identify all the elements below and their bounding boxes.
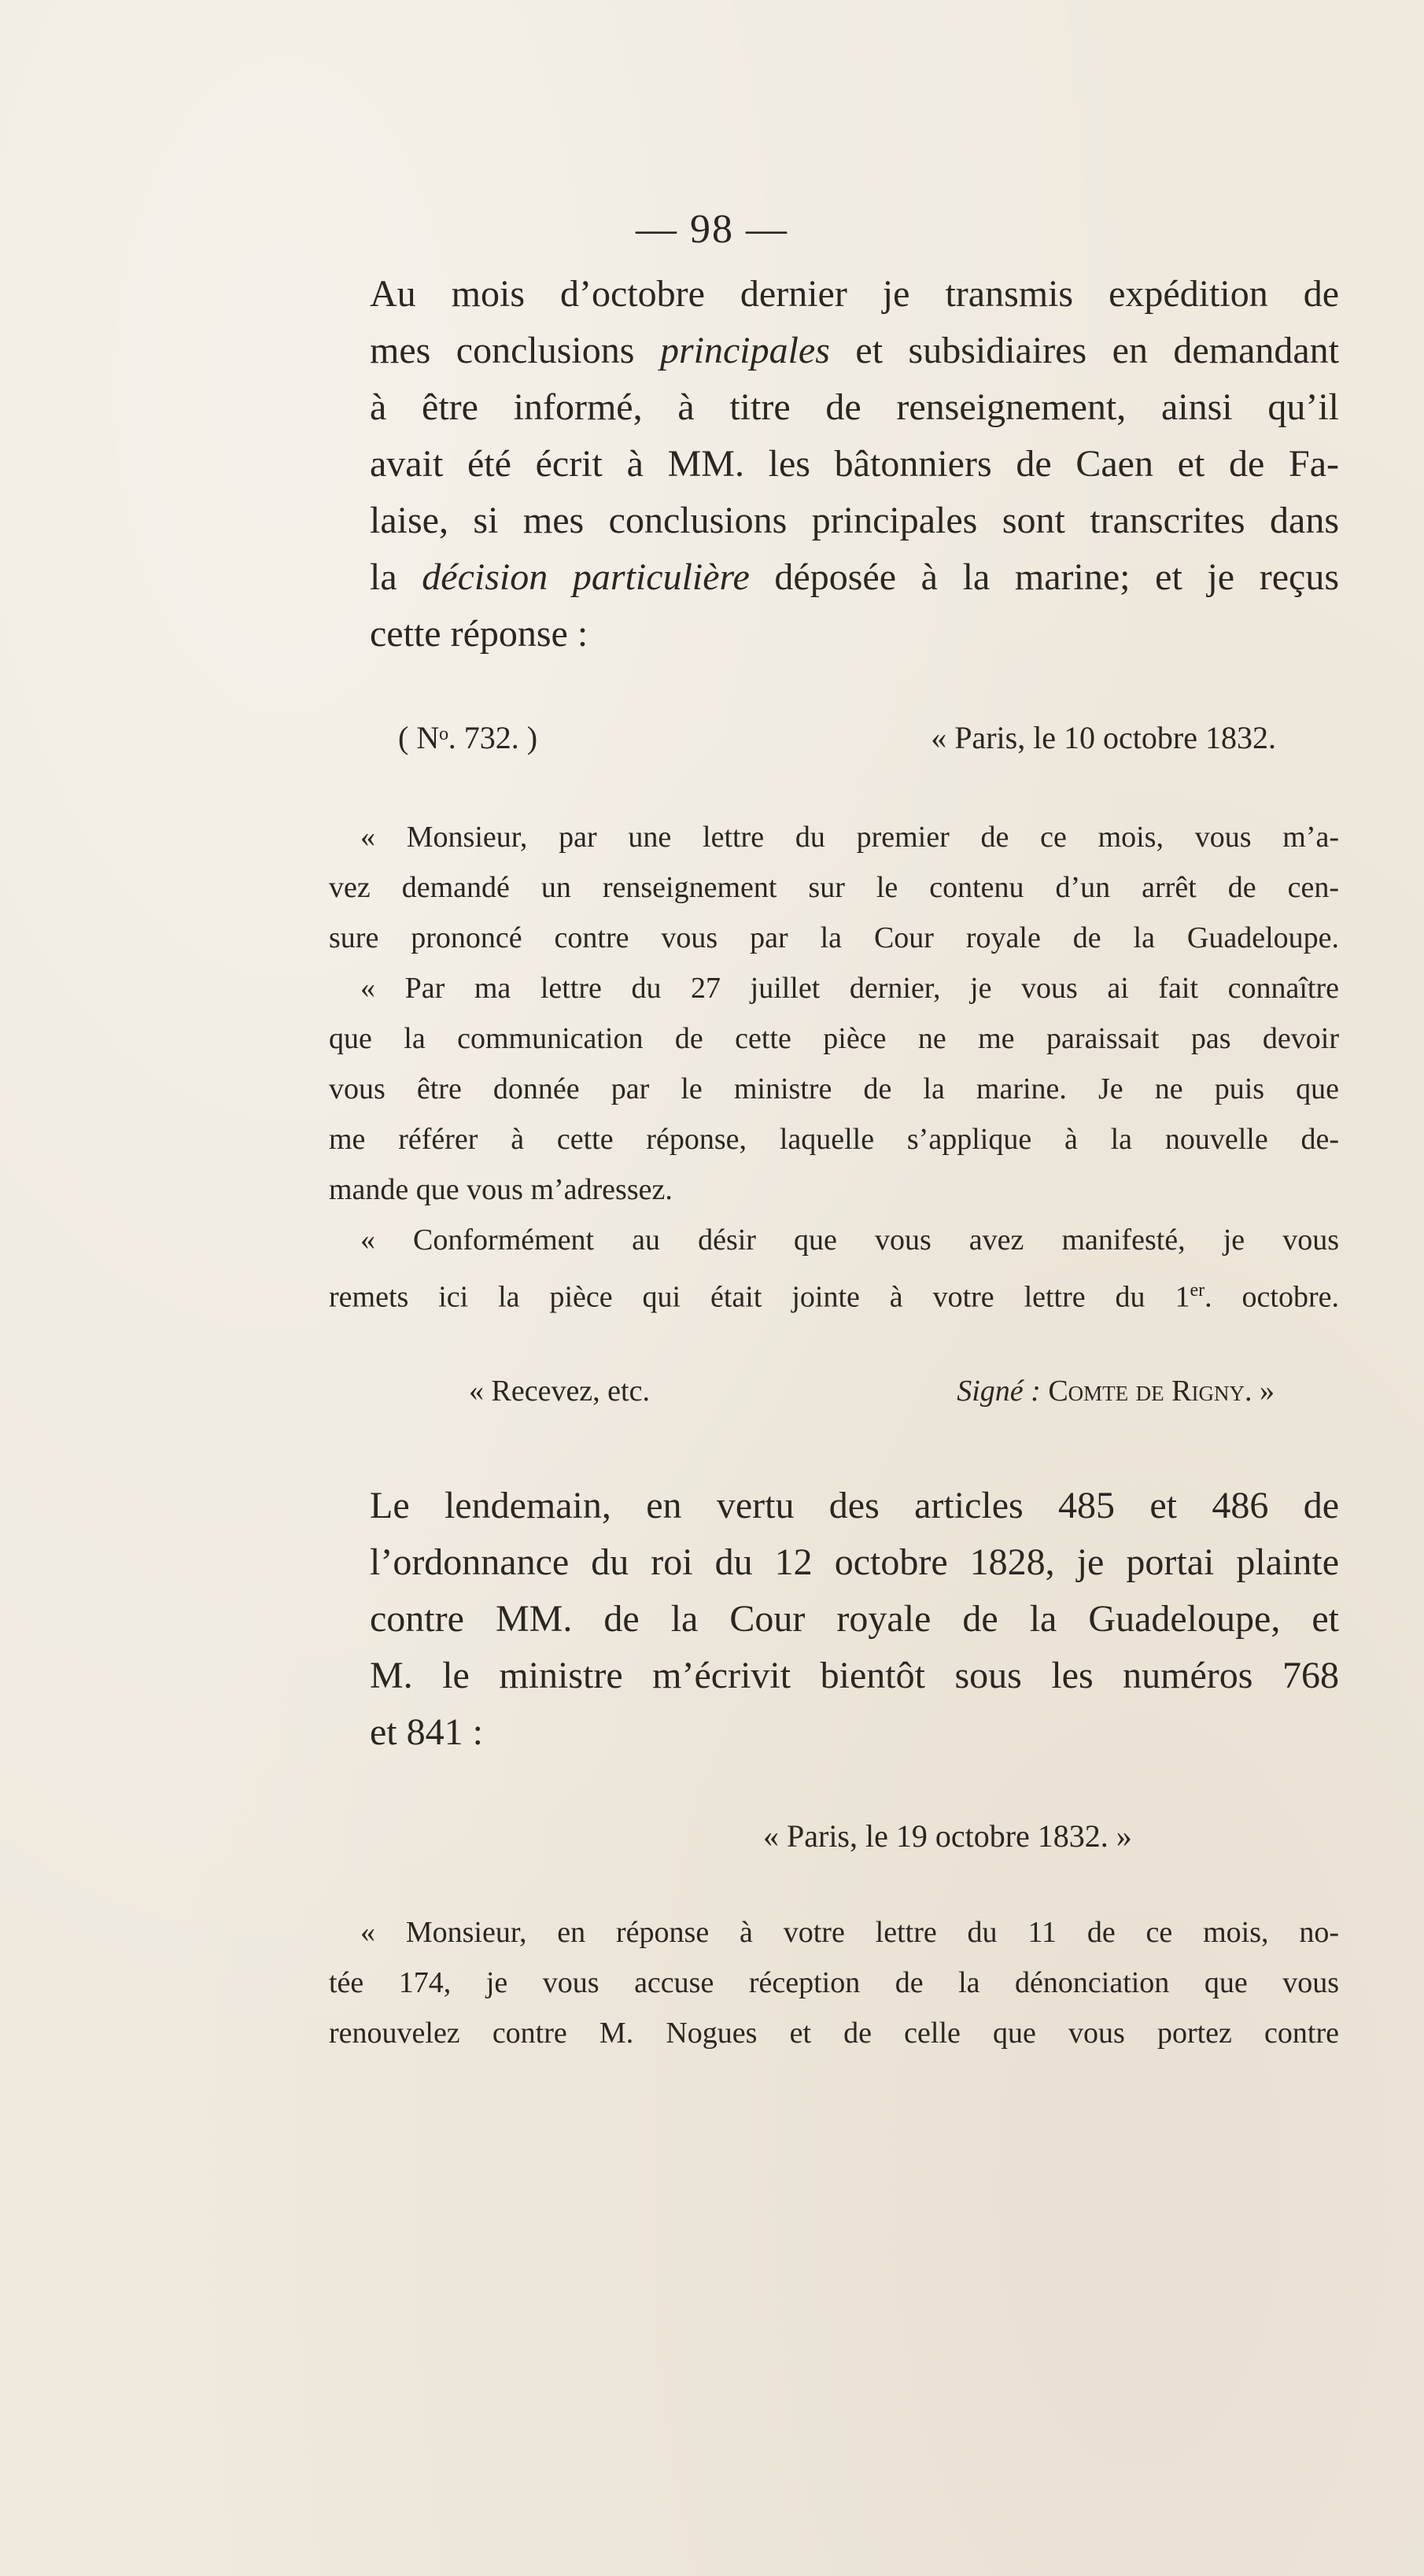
text-line: « Monsieur, en réponse à votre lettre du 11 de ce mois, no-	[360, 1916, 1339, 1949]
text-fragment: déposée à la marine; et je reçus	[774, 556, 1339, 598]
text-line: tée 174, je vous accuse réception de la dénonciation que vous	[329, 1966, 1339, 1999]
text-line: M. le ministre m’écrivit bientôt sous les numéros 768	[370, 1655, 1339, 1696]
text-line	[329, 1265, 1339, 1323]
text-line: mande que vous m’adressez.	[329, 1173, 673, 1206]
text-line: laise, si mes conclusions principales sont transcrites dans	[370, 500, 1339, 541]
text-line	[370, 323, 1339, 379]
letter-body	[329, 812, 1339, 1323]
italic-text: principales	[659, 330, 830, 371]
paragraph-complaint	[370, 1478, 1339, 1761]
letter-number: ( Nᵒ. 732. )	[398, 720, 538, 755]
text-line: et 841 :	[370, 1711, 483, 1753]
text-line: sure prononcé contre vous par la Cour royale de la Guadeloupe.	[329, 921, 1339, 954]
signed-label: Signé :	[957, 1375, 1041, 1408]
closing-quote: »	[1260, 1375, 1275, 1408]
text-line: contre MM. de la Cour royale de la Guadeloupe, et	[370, 1598, 1339, 1640]
text-line: « Monsieur, par une lettre du premier de ce mois, vous m’a-	[360, 821, 1339, 854]
text-line: vous être donnée par le ministre de la marine. Je ne puis que	[329, 1072, 1339, 1105]
text-line: l’ordonnance du roi du 12 octobre 1828, je portai plainte	[370, 1541, 1339, 1583]
signature-block	[957, 1366, 1275, 1416]
text-line: que la communication de cette pièce ne me paraissait pas devoir	[329, 1022, 1339, 1055]
letter-heading	[398, 713, 1276, 763]
text-fragment: mes conclusions	[370, 330, 635, 371]
letter-signature-row	[469, 1366, 1275, 1416]
text-fragment: la	[370, 556, 397, 598]
text-line: Au mois d’octobre dernier je transmis expédition de	[370, 273, 1339, 315]
text-line: cette réponse :	[370, 613, 588, 655]
text-line: « Par ma lettre du 27 juillet dernier, je vous ai fait connaître	[360, 972, 1339, 1005]
letter-date: « Paris, le 10 octobre 1832.	[931, 720, 1276, 755]
text-line: renouvelez contre M. Nogues et de celle que vous portez contre	[329, 2017, 1339, 2050]
text-line: me référer à cette réponse, laquelle s’applique à la nouvelle de-	[329, 1123, 1339, 1156]
text-line: Le lendemain, en vertu des articles 485 et 486 de	[370, 1485, 1339, 1526]
paragraph-intro	[370, 266, 1339, 662]
letter-date-2: « Paris, le 19 octobre 1832. »	[763, 1818, 1132, 1854]
text-fragment: et subsidiaires en demandant	[855, 330, 1339, 371]
superscript: er	[1190, 1280, 1205, 1301]
text-fragment: remets ici la pièce qui était jointe à votre lettre du 1	[329, 1280, 1190, 1314]
text-line	[370, 549, 1339, 606]
text-line: avait été écrit à MM. les bâtonniers de Caen et de Fa-	[370, 443, 1339, 485]
letter-closing: « Recevez, etc.	[469, 1375, 650, 1408]
signature-name: Comte de Rigny.	[1048, 1375, 1252, 1408]
text-line: à être informé, à titre de renseignement, ainsi qu’il	[370, 386, 1339, 428]
letter-body-2	[329, 1907, 1339, 2058]
text-fragment: . octobre.	[1204, 1280, 1339, 1314]
page-number: — 98 —	[636, 207, 788, 252]
text-line: vez demandé un renseignement sur le contenu d’un arrêt de cen-	[329, 871, 1339, 904]
italic-text: décision particulière	[422, 556, 750, 598]
text-line: « Conformément au désir que vous avez manifesté, je vous	[360, 1223, 1339, 1257]
